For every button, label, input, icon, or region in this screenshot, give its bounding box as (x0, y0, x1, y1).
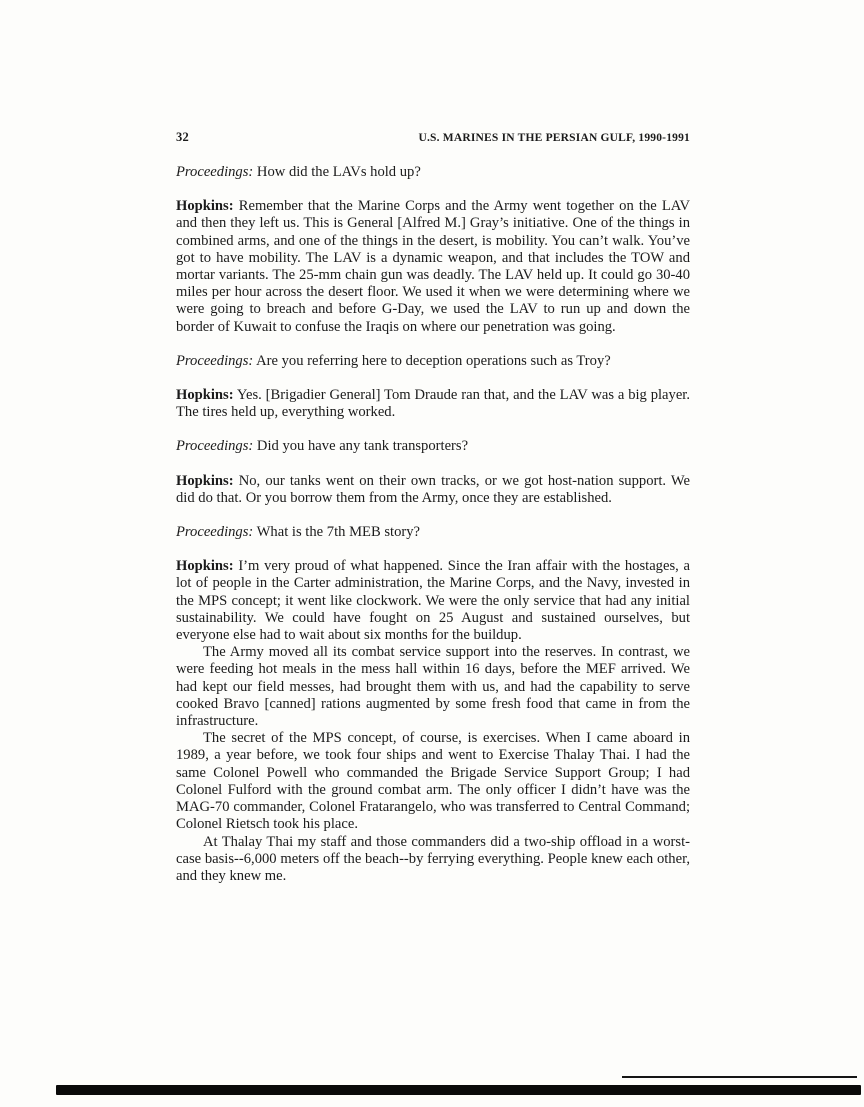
paragraph-text: At Thalay Thai my staff and those commanders did a two-ship offload in a worst-case basis--6,000 meters off the beach--by ferrying everything. People knew each other, and they knew me. (176, 833, 690, 884)
paragraph-text: What is the 7th MEB story? (256, 524, 421, 541)
page-number: 32 (176, 130, 190, 144)
page-header (176, 130, 690, 145)
paragraph-hopkins-1 (176, 198, 690, 336)
document-page (176, 130, 690, 885)
paragraph-text: The Army moved all its combat service support into the reserves. In contrast, we were feeding hot meals in the mess hall within 16 days, before the MEF arrived. We had kept our field messes, had brought them with us, and had the capability to serve cooked Bravo [canned] rations augmented by some fresh food that came in from the infrastructure. (176, 644, 690, 730)
running-title: U.S. MARINES IN THE PERSIAN GULF, 1990-1991 (418, 132, 690, 144)
speaker-label: Hopkins: (176, 472, 234, 489)
paragraph-text: The secret of the MPS concept, of course, is exercises. When I came aboard in 1989, a year before, we took four ships and went to Exercise Thalay Thai. I had the same Colonel Powell who commanded the Brigade Service Support Group; I had Colonel Fulford with the ground combat arm. The only officer I didn’t have was the MAG-70 commander, Colonel Fratarangelo, who was transferred to Central Command; Colonel Rietsch took his place. (176, 730, 690, 833)
paragraph-text: Remember that the Marine Corps and the Army went together on the LAV and then they left us. This is General [Alfred M.] Gray’s initiative. One of the things in combined arms, and one of the things in the desert, is mobility. You can’t walk. You’ve got to have mobility. The LAV is a dynamic weapon, and that includes the TOW and mortar variants. The 25-mm chain gun was deadly. The LAV held up. It could go 30-40 miles per hour across the desert floor. We used it when we were determining where we were going to breach and before G-Day, we used the LAV to run up and down the border of Kuwait to confuse the Iraqis on where our penetration was going. (176, 198, 690, 335)
speaker-label: Hopkins: (176, 558, 234, 575)
paragraph-hopkins-4 (176, 558, 690, 644)
paragraph-hopkins-4-continued-3 (176, 834, 690, 886)
paragraph-hopkins-3 (176, 473, 690, 507)
paragraph-text: I’m very proud of what happened. Since the Iran affair with the hostages, a lot of people in the Carter administration, the Marine Corps, and the Navy, invested in the MPS concept; it went like clockwork. We were the only service that had any initial sustainability. We could have fought on 25 August and sustained ourselves, but everyone else had to wait about six months for the buildup. (176, 558, 690, 644)
speaker-label: Proceedings: (176, 438, 254, 455)
speaker-label: Proceedings: (176, 164, 254, 180)
paragraph-text: Did you have any tank transporters? (256, 438, 469, 455)
paragraph-text: How did the LAVs hold up? (256, 164, 421, 180)
speaker-label: Hopkins: (176, 198, 234, 215)
paragraph-proceedings-4 (176, 524, 690, 541)
scan-artifact-bar (56, 1085, 861, 1095)
paragraph-proceedings-3 (176, 438, 690, 455)
speaker-label: Proceedings: (176, 524, 254, 541)
paragraph-text: No, our tanks went on their own tracks, or we got host-nation support. We did do that. Or you borrow them from the Army, once they are established. (176, 472, 690, 506)
paragraph-proceedings-1 (176, 164, 690, 181)
speaker-label: Hopkins: (176, 387, 234, 404)
paragraph-text: Are you referring here to deception operations such as Troy? (256, 352, 611, 369)
paragraph-hopkins-4-continued-1 (176, 644, 690, 730)
page-body (176, 164, 690, 885)
scan-artifact-thin-line (622, 1076, 857, 1078)
paragraph-hopkins-4-continued-2 (176, 730, 690, 833)
speaker-label: Proceedings: (176, 352, 254, 369)
paragraph-hopkins-2 (176, 387, 690, 421)
paragraph-proceedings-2 (176, 353, 690, 370)
paragraph-text: Yes. [Brigadier General] Tom Draude ran that, and the LAV was a big player. The tires held up, everything worked. (176, 387, 690, 421)
